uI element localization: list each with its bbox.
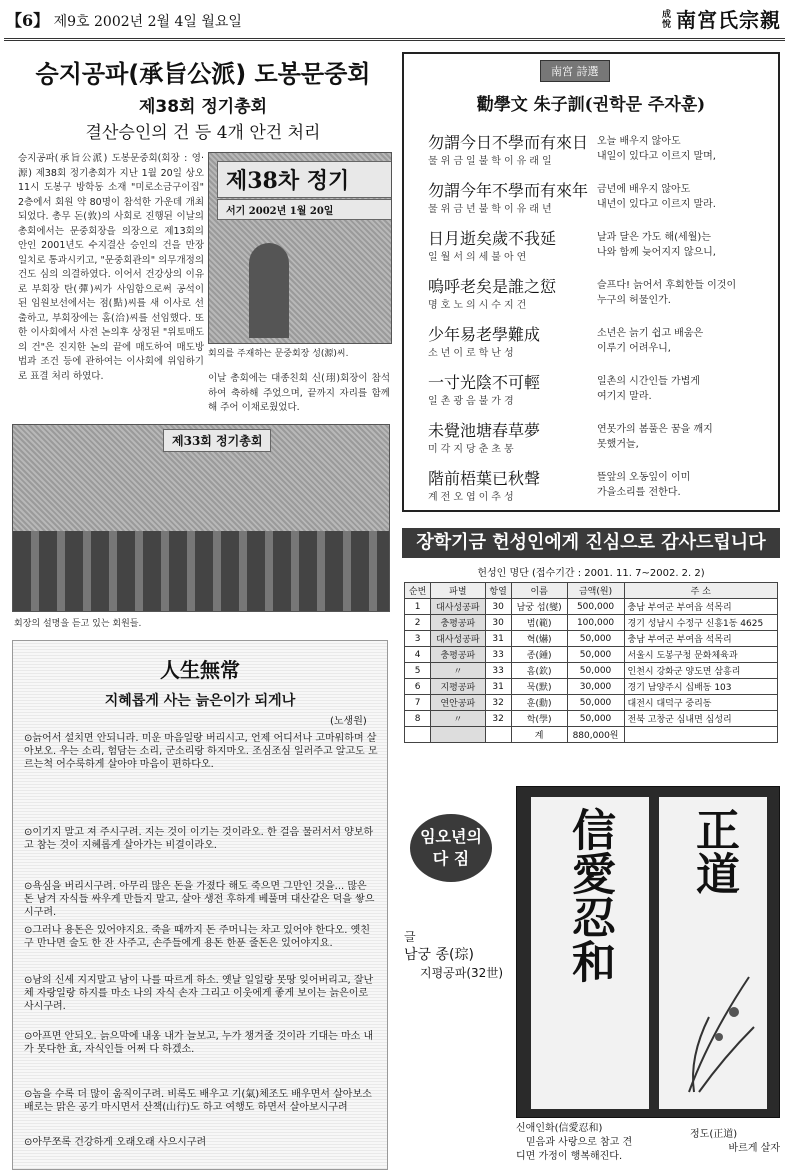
deck: 결산승인의 건 등 4개 안건 처리 <box>85 123 321 143</box>
poem-line: 階前梧葉已秋聲 계전오엽이추성 뜰앞의 오동잎이 이미 가을소리를 전한다. <box>428 469 691 503</box>
oval-line-2: 다 짐 <box>432 849 470 868</box>
resolution-oval <box>410 814 492 882</box>
calligraphy-text-right: 正道 <box>688 807 739 895</box>
poem-line: 未覺池塘春草夢 미각지당춘초몽 연못가의 봄풀은 꿈을 깨지 못했거늘, <box>428 421 713 455</box>
col-header: 순번 <box>405 583 431 599</box>
table-row: 1 대사성공파 30 남궁 섭(燮) 500,000 충남 부여군 부여읍 석목리 <box>405 599 778 615</box>
essay-paragraph: ⊙욕심을 버리시구려. 아무리 많은 돈을 가졌다 해도 죽으면 그만인 것을... 많은 돈 남겨 자식들 싸우게 만들지 말고, 살아 생전 후하게 베풀며 대산같은 덕을 쌓으시구려. <box>24 881 375 918</box>
speaker-figure <box>249 243 289 338</box>
essay-subtitle: 지혜롭게 사는 늙은이가 되게나 <box>104 693 296 709</box>
byline-name: 남궁 종(琮) <box>404 947 474 963</box>
poem-tag: 南宮 詩選 <box>540 60 610 82</box>
photo2-banner: 제33회 정기총회 <box>163 429 271 452</box>
calligraphy-caption-left: 신애인화(信愛忍和) 믿음과 사랑으로 참고 견 디면 가정이 행복해진다. <box>516 1123 633 1162</box>
calligraphy-scroll-left <box>531 797 649 1109</box>
orchid-painting-icon <box>679 967 759 1097</box>
col-header: 항열 <box>485 583 511 599</box>
headline: 승지공파(承旨公派) 도봉문중회 <box>35 60 371 88</box>
essay-paragraph: ⊙아무쪼록 건강하게 오래오래 사으시구려 <box>24 1137 207 1148</box>
donation-period: 헌성인 명단 (접수기간 : 2001. 11. 7~2002. 2. 2) <box>477 568 705 579</box>
total-amount: 880,000원 <box>567 727 624 743</box>
masthead-title: 南宮氏宗親 <box>676 8 781 32</box>
table-header-row <box>405 583 778 599</box>
masthead <box>660 4 781 33</box>
essay-paragraph: ⊙이기지 말고 져 주시구려. 지는 것이 이기는 것이라오. 한 걸음 물러서서 양보하고 참는 것이 지혜롭게 살아가는 비결이라오. <box>24 827 374 851</box>
essay-title: 人生無常 <box>160 658 240 682</box>
essay-author: (노생원) <box>330 716 367 727</box>
col-header: 파별 <box>431 583 485 599</box>
table-row: 8 〃 32 학(學) 50,000 전북 고창군 심내면 심성리 <box>405 711 778 727</box>
byline <box>404 928 503 982</box>
article-column-1: 승지공파(承旨公派) 도봉문중회(회장 : 영·源) 제38회 정기총회가 지난 1월 20일 상오11시 도봉구 방학동 소재 "미로소금구이집" 2층에서 회원 약 80명이 참석한 가운데 개최되었다. 총무 돈(敦)의 사회로 진행된 이날의 총회에서는 문중회장을 의장으로 제13회의안인 2001년도 수지결산 승인의 건을 만장일치로 통과시키고, "문중회관의" 의무개정의 건도 심의 의결하였다. 이어서 건강상의 이유로 부회장 탄(彈)씨가 사임함으로써 공석이 된 임원보선에서는 점(點)씨를 새 이사로 선출하고, 부회장에는 홈(洽)씨를 선임했다. 또한 이사회에서 사전 논의후 상정된 "위토매도의 건"은 진지한 논의 끝에 매도하여 매도방법과 조건 등에 관하여는 이사회에 위임하기로 표결 처리 하였다. <box>18 153 204 382</box>
donation-table <box>404 582 778 743</box>
poem-title: 勸學文 朱子訓(권학문 주자훈) <box>476 95 706 115</box>
table-row: 6 지평공파 31 묵(默) 30,000 경기 남양주시 십배동 103 <box>405 679 778 695</box>
essay-paragraph: ⊙놈을 수록 더 많이 움직이구려. 비록도 배우고 기(氣)체조도 배우면서 살아보소 배로는 맑은 공기 마시면서 산책(山行)도 하고 여행도 하면서 살아보시구려 <box>24 1089 372 1113</box>
poem-line: 日月逝矣歲不我延 일월서의세불아연 날과 달은 가도 해(세월)는 나와 함께 늦어지지 않으니, <box>428 229 716 263</box>
byline-lineage: 지평공파(32世) <box>420 966 504 980</box>
poem-line: 一寸光陰不可輕 일촌광음불가경 일촌의 시간인들 가볍게 여기지 말라. <box>428 373 700 407</box>
table-row: 7 연안공파 32 훈(勳) 50,000 대전시 대덕구 중리동 <box>405 695 778 711</box>
table-row: 3 대사성공파 31 혁(爀) 50,000 충남 부여군 부여읍 석목리 <box>405 631 778 647</box>
photo2-caption: 회장의 설명을 듣고 있는 회원들. <box>14 619 142 629</box>
calligraphy-photo <box>516 786 780 1118</box>
photo1-banner-sub: 서기 2002년 1월 20일 <box>217 199 392 220</box>
total-label: 계 <box>511 727 567 743</box>
col-header: 금액(원) <box>567 583 624 599</box>
table-row: 5 〃 33 흠(欽) 50,000 인천시 강화군 양도면 삼흥리 <box>405 663 778 679</box>
poem-lines <box>402 130 780 510</box>
subheadline: 제38회 정기총회 <box>138 97 268 117</box>
photo1-banner: 제38차 정기 <box>217 161 392 198</box>
essay-paragraph: ⊙남의 신세 지지말고 남이 나를 따르게 하소. 옛날 일일랑 못땅 잊어버리고, 잘난체 자랑일랑 하지를 마소 나의 자식 손자 그리고 이웃에게 좋게 보이는 늙은이로 사시구려. <box>24 975 374 1012</box>
essay-paragraph: ⊙아프면 안되오. 늙으막에 내옹 내가 늘보고, 누가 챙겨줄 것이라 기대는 마소 내가 못다한 효, 자식인들 어쩌 다 하겠소. <box>24 1031 374 1055</box>
scholarship-banner: 장학기금 헌성인에게 진심으로 감사드립니다 <box>402 528 780 558</box>
table-row: 4 충평공파 33 종(鍾) 50,000 서울시 도봉구청 문화체육과 <box>405 647 778 663</box>
essay-paragraph: ⊙그러나 용돈은 있어야지요. 죽을 때까지 돈 주머니는 차고 있어야 한다오. 옛친구 만나면 술도 한 잔 사주고, 손주들에게 용돈 한푼 줄돈은 있어야지요. <box>24 925 370 949</box>
col-header: 이름 <box>511 583 567 599</box>
calligraphy-scroll-right <box>659 797 767 1109</box>
header-rule <box>4 38 785 41</box>
calligraphy-caption-right: 정도(正道) 바르게 살자 <box>690 1129 780 1154</box>
photo1-caption: 회의를 주재하는 문중회장 성(源)씨. <box>208 349 349 359</box>
byline-label: 글 <box>404 930 416 944</box>
masthead-small: 成悅 <box>660 8 670 29</box>
page-number: 【6】 <box>6 11 50 30</box>
poem-line: 少年易老學難成 소년이로학난성 소년은 늙기 쉽고 배움은 이루기 어려우니, <box>428 325 704 359</box>
meeting-photo-1 <box>208 152 392 344</box>
issue-line <box>6 8 242 31</box>
article-column-2: 이날 총회에는 대종친회 신(珝)회장이 참석하여 축하해 주었으며, 끝까지 자리를 함께해 주어 이채로웠었다. <box>208 373 390 413</box>
table-total-row <box>405 727 778 743</box>
oval-line-1: 임오년의 <box>420 827 482 846</box>
calligraphy-text-left: 信愛忍和 <box>564 807 615 983</box>
issue-date: 제9호 2002년 2월 4일 월요일 <box>53 14 242 30</box>
meeting-photo-2 <box>12 424 390 612</box>
table-row: 2 충평공파 30 범(範) 100,000 경기 성남시 수정구 신흥1동 4625 <box>405 615 778 631</box>
col-header: 주 소 <box>624 583 778 599</box>
poem-line: 勿謂今年不學而有來年 물위금년불학이유래년 금년에 배우지 않아도 내년이 있다고 이르지 말라. <box>428 181 716 215</box>
poem-line: 勿謂今日不學而有來日 물위금일불학이유래일 오늘 배우지 않아도 내일이 있다고 이르지 말며, <box>428 133 716 167</box>
audience-figures <box>13 531 389 611</box>
poem-line: 嗚呼老矣是誰之愆 명호노의시수지건 슬프다! 늙어서 후회한들 이것이 누구의 허물인가. <box>428 277 737 311</box>
essay-paragraph: ⊙늙어서 설치면 안되니라. 미운 마음일랑 버리시고, 언제 어디서나 고마워하며 살아보오. 우는 소리, 험담는 소리, 군소리랑 하지마오. 조심조심 일러주고 알고도 모르는척 어수룩하게 살아야 마음이 편하다오. <box>24 733 378 770</box>
